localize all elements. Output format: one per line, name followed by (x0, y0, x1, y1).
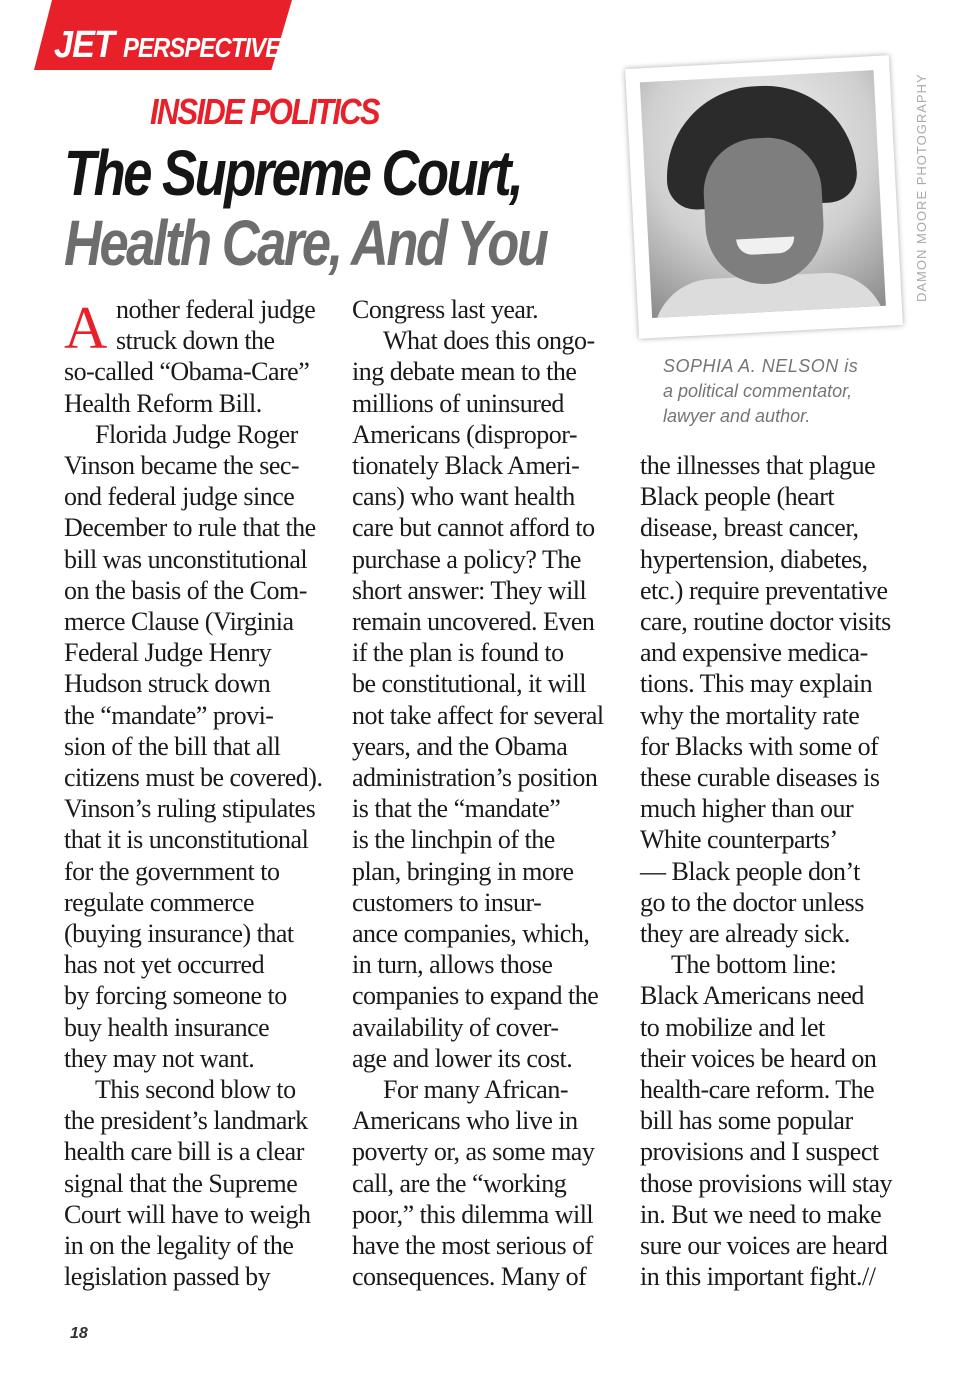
article-column-3 (640, 450, 902, 1292)
photo-credit: DAMON MOORE PHOTOGRAPHY (914, 73, 929, 302)
article-line: they may not want. (64, 1043, 255, 1073)
article-line: consequences. Many of (352, 1262, 587, 1292)
article-line: (buying insurance) that (64, 919, 294, 949)
article-line: Vinson became the sec- (64, 451, 300, 481)
article-line: is that the “mandate” (352, 794, 561, 824)
article-line: remain uncovered. Even (352, 607, 595, 637)
article-line: health care bill is a clear (64, 1137, 304, 1167)
article-line: to mobilize and let (640, 1012, 825, 1042)
photo-caption (663, 354, 893, 429)
section-name: PERSPECTIVE (122, 32, 281, 63)
article-line: The bottom line: (671, 950, 837, 980)
article-column-1 (64, 294, 326, 1293)
article-line: disease, breast cancer, (640, 513, 859, 543)
article-line: Court will have to weigh (64, 1199, 311, 1229)
article-line: sion of the bill that all (64, 731, 281, 761)
article-line: they are already sick. (640, 919, 850, 949)
article-line: these curable diseases is (640, 763, 880, 793)
article-line: Americans who live in (352, 1106, 578, 1136)
article-line: Hudson struck down (64, 669, 271, 699)
author-photo-frame (625, 55, 903, 338)
article-line: sure our voices are heard (640, 1231, 888, 1261)
article-line: merce Clause (Virginia (64, 607, 294, 637)
article-line: regulate commerce (64, 887, 254, 917)
article-line: What does this ongo- (383, 326, 595, 356)
article-line: short answer: They will (352, 575, 587, 605)
article-line: companies to expand the (352, 981, 599, 1011)
article-line: Black Americans need (640, 981, 864, 1011)
headline-line-2: Health Care, And You (64, 207, 547, 279)
article-line: Health Reform Bill. (64, 388, 262, 418)
article-column-2 (352, 294, 614, 1293)
article-line: care, routine doctor visits (640, 607, 891, 637)
article-line: in. But we need to make (640, 1199, 882, 1229)
article-line: the “mandate” provi- (64, 700, 274, 730)
article-line: call, are the “working (352, 1168, 567, 1198)
article-line: December to rule that the (64, 513, 316, 543)
article-line: much higher than our (640, 794, 854, 824)
page-number: 18 (70, 1325, 88, 1342)
headline (64, 138, 546, 278)
article-line: in on the legality of the (64, 1231, 294, 1261)
article-line: on the basis of the Com- (64, 575, 307, 605)
article-line: bill has some popular (640, 1106, 853, 1136)
article-line: legislation passed by (64, 1262, 271, 1292)
article-line: the illnesses that plague (640, 451, 876, 480)
article-line: years, and the Obama (352, 731, 568, 761)
article-line: that it is unconstitutional (64, 825, 309, 855)
article-line: For many African- (383, 1075, 569, 1105)
article-line: health-care reform. The (640, 1075, 875, 1105)
article-line: availability of cover- (352, 1012, 559, 1042)
article-line: struck down the (116, 326, 275, 356)
article-line: Vinson’s ruling stipulates (64, 794, 316, 824)
article-line: is the linchpin of the (352, 825, 555, 855)
banner-label (54, 24, 308, 66)
article-line: care but cannot afford to (352, 513, 595, 543)
article-line: This second blow to (95, 1075, 296, 1105)
article-line: ing debate mean to the (352, 357, 577, 387)
kicker: INSIDE POLITICS (150, 91, 379, 132)
article-line: in this important fight.// (640, 1262, 876, 1292)
article-line: and expensive medica- (640, 638, 868, 668)
article-line: signal that the Supreme (64, 1168, 298, 1198)
article-line: purchase a policy? The (352, 544, 581, 574)
article-line: bill was unconstitutional (64, 544, 308, 574)
article-line: for Blacks with some of (640, 731, 879, 761)
article-line: poverty or, as some may (352, 1137, 595, 1167)
article-line: Americans (dispropor- (352, 419, 578, 449)
article-line: Florida Judge Roger (95, 419, 298, 449)
article-line: so-called “Obama-Care” (64, 357, 310, 387)
caption-line-1: SOPHIA A. NELSON is (663, 356, 859, 376)
article-line: not take affect for several (352, 700, 604, 730)
article-line: provisions and I suspect (640, 1137, 879, 1167)
jet-logo: JET (54, 24, 115, 66)
article-line: Congress last year. (352, 295, 539, 324)
article-line: for the government to (64, 856, 280, 886)
article-line: ond federal judge since (64, 482, 295, 512)
caption-line-2: a political commentator, (663, 381, 853, 401)
article-line: plan, bringing in more (352, 856, 574, 886)
article-line: Federal Judge Henry (64, 638, 272, 668)
article-line: in turn, allows those (352, 950, 553, 980)
article-line: administration’s position (352, 763, 598, 793)
article-line: their voices be heard on (640, 1043, 877, 1073)
article-line: Black people (heart (640, 482, 835, 512)
article-line: has not yet occurred (64, 950, 265, 980)
article-line: be constitutional, it will (352, 669, 586, 699)
article-line: — Black people don’t (640, 856, 860, 886)
article-line: tions. This may explain (640, 669, 873, 699)
article-line: millions of uninsured (352, 388, 564, 418)
article-line: customers to insur- (352, 887, 542, 917)
article-line: the president’s landmark (64, 1106, 308, 1136)
headline-line-1: The Supreme Court, (64, 137, 522, 209)
article-line: why the mortality rate (640, 700, 860, 730)
article-line: tionately Black Ameri- (352, 451, 580, 481)
article-line: hypertension, diabetes, (640, 544, 868, 574)
article-line: if the plan is found to (352, 638, 564, 668)
caption-line-3: lawyer and author. (663, 406, 811, 426)
article-line: go to the doctor unless (640, 887, 864, 917)
article-line: have the most serious of (352, 1231, 593, 1261)
article-line: etc.) require preventative (640, 575, 888, 605)
drop-cap: A (64, 295, 108, 361)
article-line: age and lower its cost. (352, 1043, 573, 1073)
article-line: those provisions will stay (640, 1168, 893, 1198)
article-line: poor,” this dilemma will (352, 1199, 594, 1229)
photo-face-shape (701, 135, 826, 287)
article-line: cans) who want health (352, 482, 575, 512)
article-line: by forcing someone to (64, 981, 287, 1011)
author-photo (640, 70, 886, 318)
article-line: citizens must be covered). (64, 763, 323, 793)
article-line: ance companies, which, (352, 919, 590, 949)
article-line: buy health insurance (64, 1012, 270, 1042)
article-line: White counterparts’ (640, 825, 838, 855)
article-line: nother federal judge (116, 295, 316, 324)
